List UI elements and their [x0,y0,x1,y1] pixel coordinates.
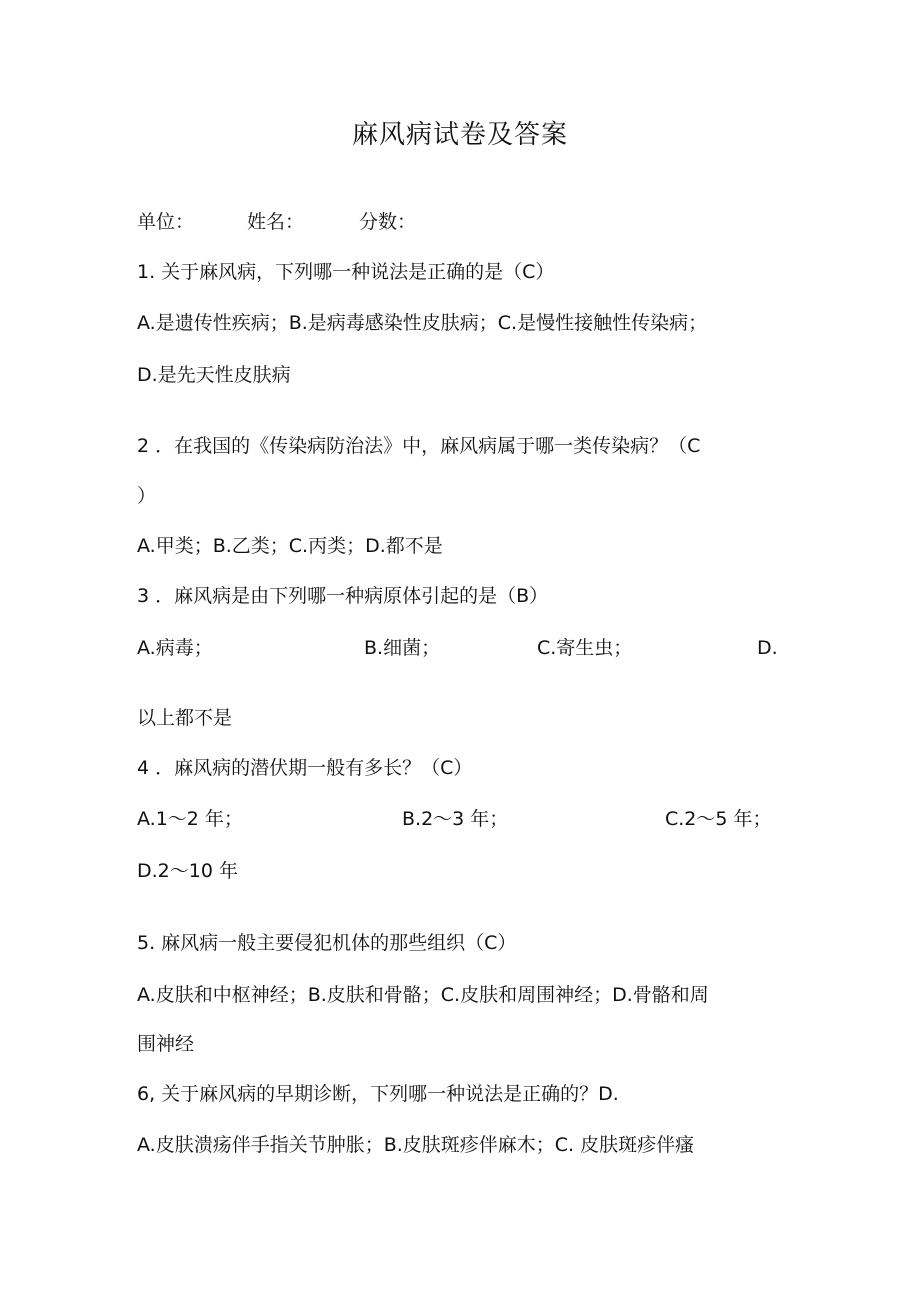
question-1-stem: 1. 关于麻风病，下列哪一种说法是正确的是（C） [137,261,555,283]
question-4-option-a: A.1～2 年； [137,808,243,830]
question-3-option-a: A.病毒； [137,637,213,659]
question-6-options-line1: A.皮肤溃疡伴手指关节肿胀；B.皮肤斑疹伴麻木；C. 皮肤斑疹伴瘙 [137,1134,695,1156]
question-3-option-d: D. [757,637,778,659]
document-title: 麻风病试卷及答案 [351,120,568,150]
question-6-stem: 6, 关于麻风病的早期诊断，下列哪一种说法是正确的？D. [137,1083,619,1105]
question-4-option-c: C.2～5 年； [665,808,772,830]
question-3-option-d-continued: 以上都不是 [137,707,233,729]
question-3-option-c: C.寄生虫； [537,637,633,659]
question-4-stem: 4 ．麻风病的潜伏期一般有多长？（C） [137,757,473,779]
info-header [137,208,416,236]
question-4-option-b: B.2～3 年； [402,808,509,830]
question-2-stem-line2: ） [137,485,157,507]
question-4-option-d: D.2～10 年 [137,860,238,882]
question-1-options-line2: D.是先天性皮肤病 [137,364,291,386]
unit-label: 单位： [137,211,195,233]
question-2-stem-line1: 2 ．在我国的《传染病防治法》中，麻风病属于哪一类传染病？（C [137,435,701,457]
question-5-stem: 5. 麻风病一般主要侵犯机体的那些组织（C） [137,932,517,954]
name-label: 姓名： [247,211,305,233]
question-1-options-line1: A.是遗传性疾病；B.是病毒感染性皮肤病；C.是慢性接触性传染病； [137,312,708,334]
question-2-options: A.甲类；B.乙类；C.丙类；D.都不是 [137,535,443,557]
question-5-options-line1: A.皮肤和中枢神经；B.皮肤和骨骼；C.皮肤和周围神经；D.骨骼和周 [137,984,709,1006]
question-3-stem: 3 ．麻风病是由下列哪一种病原体引起的是（B） [137,585,549,607]
question-5-options-line2: 围神经 [137,1033,195,1055]
score-label: 分数： [359,211,417,233]
question-3-option-b: B.细菌； [364,637,441,659]
